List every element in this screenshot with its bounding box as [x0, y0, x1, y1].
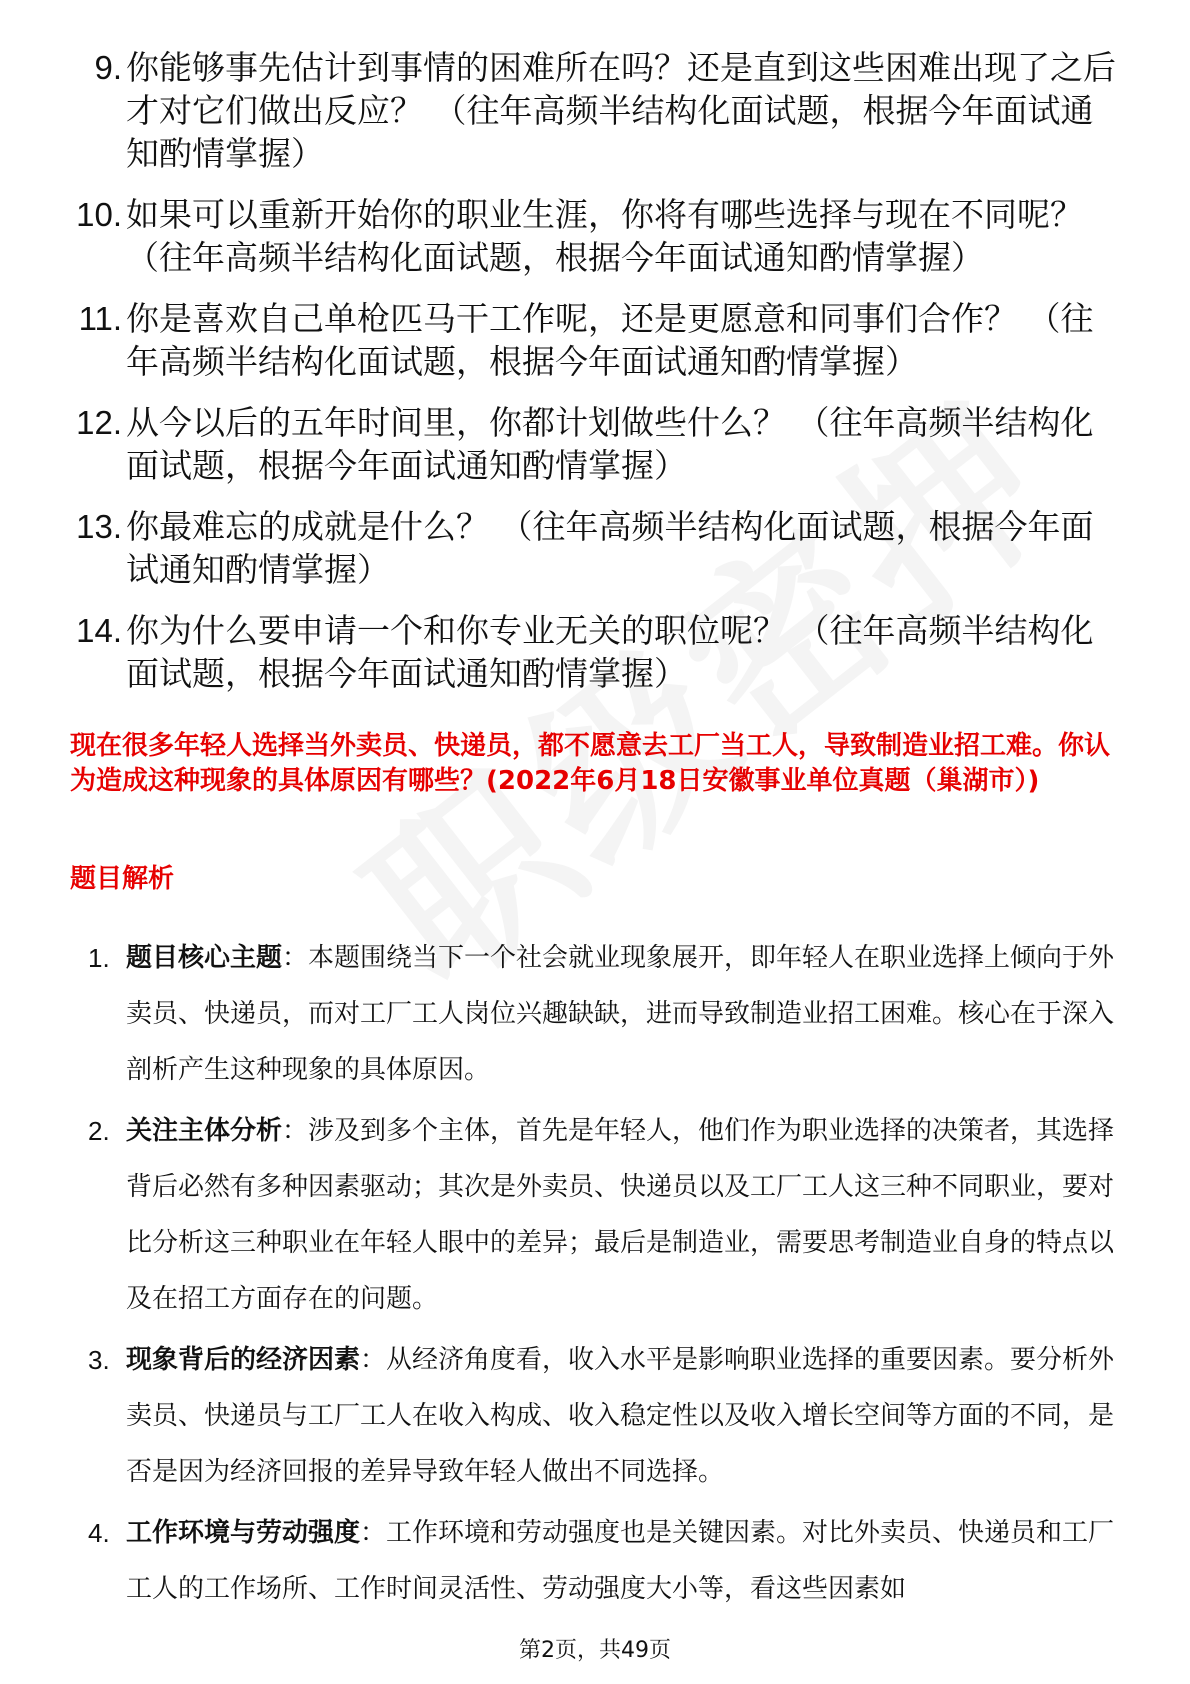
question-text: 从今以后的五年时间里，你都计划做些什么？ （往年高频半结构化面试题，根据今年面试通知酌情掌握）: [126, 403, 1094, 485]
analysis-item: [0, 1332, 1190, 1500]
question-item: [0, 505, 1190, 591]
question-number: 12.: [76, 404, 122, 441]
analysis-separator: ：: [282, 1116, 309, 1146]
analysis-number: 4.: [88, 1518, 110, 1548]
analysis-text: 本题围绕当下一个社会就业现象展开，即年轻人在职业选择上倾向于外卖员、快递员，而对工厂工人岗位兴趣缺缺，进而导致制造业招工困难。核心在于深入剖析产生这种现象的具体原因。: [126, 943, 1115, 1085]
analysis-text: 涉及到多个主体，首先是年轻人，他们作为职业选择的决策者，其选择背后必然有多种因素驱动；其次是外卖员、快递员以及工厂工人这三种不同职业，要对比分析这三种职业在年轻人眼中的差异；最后是制造业，需要思考制造业自身的特点以及在招工方面存在的问题。: [126, 1116, 1115, 1314]
question-item: [0, 46, 1190, 175]
analysis-term: 关注主体分析: [126, 1116, 283, 1146]
analysis-term: 题目核心主题: [126, 943, 283, 973]
analysis-text: 工作环境和劳动强度也是关键因素。对比外卖员、快递员和工厂工人的工作场所、工作时间灵活性、劳动强度大小等，看这些因素如: [126, 1518, 1115, 1604]
question-item: [0, 193, 1190, 279]
question-text: 你为什么要申请一个和你专业无关的职位呢？ （往年高频半结构化面试题，根据今年面试通知酌情掌握）: [126, 611, 1094, 693]
question-list: [0, 46, 1190, 713]
question-text: 你最难忘的成就是什么？ （往年高频半结构化面试题，根据今年面试通知酌情掌握）: [126, 507, 1094, 589]
analysis-number: 2.: [88, 1116, 110, 1146]
question-number: 13.: [76, 508, 122, 545]
question-number: 10.: [76, 196, 122, 233]
question-text: 你能够事先估计到事情的困难所在吗？还是直到这些困难出现了之后才对它们做出反应？ （往年高频半结构化面试题，根据今年面试通知酌情掌握）: [126, 48, 1116, 173]
analysis-number: 3.: [88, 1345, 110, 1375]
page-footer: 第2页，共49页: [519, 1638, 671, 1663]
analysis-separator: ：: [360, 1518, 387, 1548]
analysis-separator: ：: [282, 943, 309, 973]
analysis-number: 1.: [88, 943, 110, 973]
analysis-item: [0, 1505, 1190, 1617]
analysis-term: 工作环境与劳动强度: [126, 1518, 361, 1548]
question-text: 你是喜欢自己单枪匹马干工作呢，还是更愿意和同事们合作？ （往年高频半结构化面试题，根据今年面试通知酌情掌握）: [126, 299, 1094, 381]
analysis-text: 从经济角度看，收入水平是影响职业选择的重要因素。要分析外卖员、快递员与工厂工人在收入构成、收入稳定性以及收入增长空间等方面的不同，是否是因为经济回报的差异导致年轻人做出不同选择。: [126, 1345, 1115, 1487]
analysis-separator: ：: [360, 1345, 387, 1375]
question-text: 如果可以重新开始你的职业生涯，你将有哪些选择与现在不同呢？ （往年高频半结构化面试题，根据今年面试通知酌情掌握）: [126, 195, 1083, 277]
question-item: [0, 401, 1190, 487]
analysis-list: [0, 930, 1190, 1622]
question-number: 14.: [76, 612, 122, 649]
featured-question: 现在很多年轻人选择当外卖员、快递员，都不愿意去工厂当工人，导致制造业招工难。你认为造成这种现象的具体原因有哪些？(2022年6月18日安徽事业单位真题（巢湖市）): [70, 731, 1111, 796]
question-item: [0, 297, 1190, 383]
analysis-item: [0, 1103, 1190, 1327]
question-item: [0, 609, 1190, 695]
analysis-heading: 题目解析: [70, 864, 175, 894]
analysis-item: [0, 930, 1190, 1098]
analysis-term: 现象背后的经济因素: [126, 1345, 361, 1375]
question-number: 11.: [78, 300, 122, 337]
question-number: 9.: [94, 49, 122, 86]
